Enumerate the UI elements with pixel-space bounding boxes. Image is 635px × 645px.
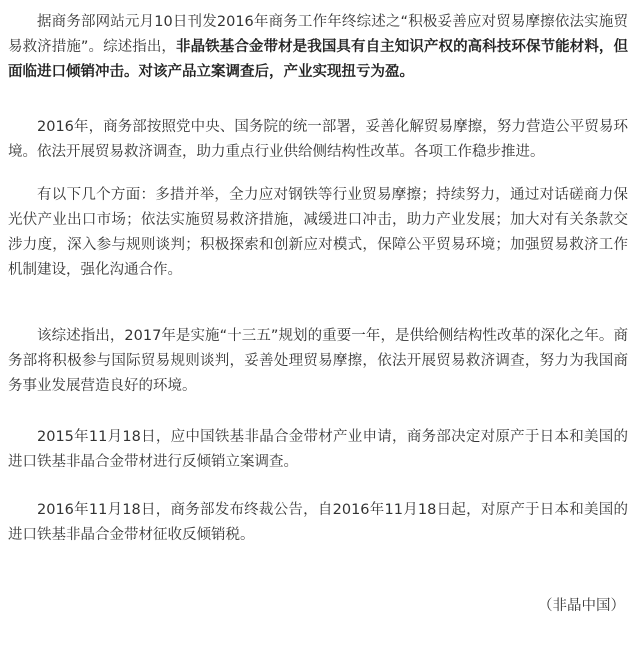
intro-highlight: 非晶铁基合金带材是我国具有自主知识产权的高科技环保节能材料，但面临进口倾销冲击。对该产品立案调查后，产业实现扭亏为盈。 [8, 39, 629, 80]
intro-text: 据商务部网站元月10日刊发2016年商务工作年终综述之“积极妥善应对贸易摩擦依法实施贸易救济措施”。综述指出， [8, 14, 628, 55]
paragraph-2017-outlook: 该综述指出，2017年是实施“十三五”规划的重要一年，是供给侧结构性改革的深化之年。商务部将积极参与国际贸易规则谈判，妥善处理贸易摩擦，依法开展贸易救济调查，努力为我国商务事业发展营造良好的环境。 [8, 328, 628, 394]
paragraph-2016-summary: 2016年，商务部按照党中央、国务院的统一部署，妥善化解贸易摩擦，努力营造公平贸易环境。依法开展贸易救济调查，助力重点行业供给侧结构性改革。各项工作稳步推进。 [8, 119, 628, 160]
article-source: （非晶中国） [538, 598, 625, 614]
paragraph-aspects: 有以下几个方面：多措并举，全力应对钢铁等行业贸易摩擦；持续努力，通过对话磋商力保光伏产业出口市场；依法实施贸易救济措施，减缓进口冲击，助力产业发展；加大对有关条款交涉力度，深入参与规则谈判；积极探索和创新应对模式，保障公平贸易环境；加强贸易救济工作机制建设，强化沟通合作。 [8, 187, 628, 278]
paragraph-investigation: 2015年11月18日，应中国铁基非晶合金带材产业申请，商务部决定对原产于日本和美国的进口铁基非晶合金带材进行反倾销立案调查。 [8, 429, 628, 470]
paragraph-final-ruling: 2016年11月18日，商务部发布终裁公告，自2016年11月18日起，对原产于日本和美国的进口铁基非晶合金带材征收反倾销税。 [8, 502, 628, 543]
paragraph-intro [8, 10, 628, 85]
